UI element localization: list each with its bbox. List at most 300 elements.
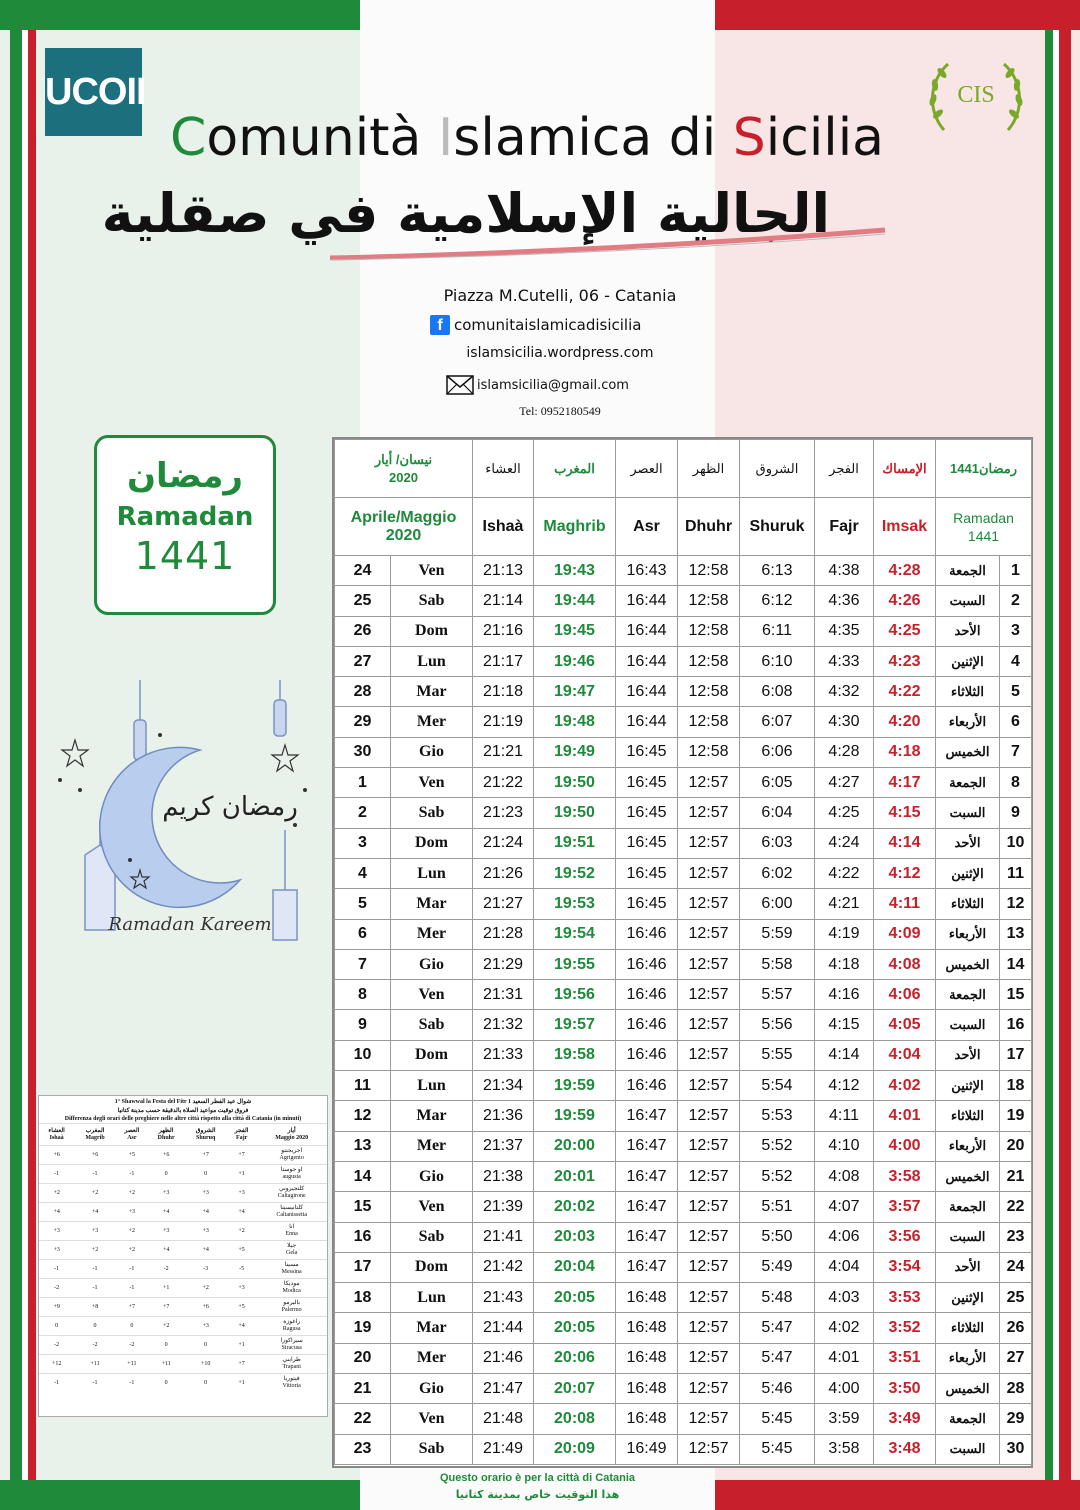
row-fajr: 4:12: [815, 1071, 874, 1101]
row-weekday-arabic: الإثنين: [936, 858, 1000, 888]
row-date: 24: [335, 556, 391, 586]
facebook-line[interactable]: [430, 314, 641, 336]
row-asr: 16:46: [616, 1010, 678, 1040]
row-asr: 16:45: [616, 768, 678, 798]
header-ramadan-ar: رمضان1441: [936, 440, 1032, 498]
row-weekday-arabic: السبت: [936, 586, 1000, 616]
diff-col-city: أيار Maggio 2020: [256, 1124, 327, 1146]
row-date: 3: [335, 828, 391, 858]
header-month-it: Aprile/Maggio 2020: [335, 498, 473, 556]
diff-value: -2: [74, 1336, 116, 1355]
cis-logo-text: CIS: [957, 82, 995, 108]
diff-value: +7: [227, 1146, 256, 1165]
row-shuruq: 5:58: [740, 949, 815, 979]
diff-value: -2: [39, 1336, 74, 1355]
row-weekday: Sab: [391, 1010, 473, 1040]
row-shuruq: 5:53: [740, 1101, 815, 1131]
row-shuruq: 5:45: [740, 1434, 815, 1464]
row-ramadan-day: 29: [1000, 1404, 1032, 1434]
diff-city: جيلا Gela: [256, 1241, 327, 1260]
row-shuruq: 5:55: [740, 1040, 815, 1070]
diff-title-3: Differenza degli orari delle preghiere nelle altre città rispetto alla città di Catania (in minuti): [64, 1116, 302, 1122]
row-weekday: Mer: [391, 1131, 473, 1161]
row-dhuhr: 12:57: [678, 1222, 740, 1252]
header-dhuhr-it: Dhuhr: [678, 498, 740, 556]
timetable-row: [335, 1374, 1032, 1404]
row-dhuhr: 12:57: [678, 949, 740, 979]
diff-value: +3: [184, 1184, 226, 1203]
row-ramadan-day: 1: [1000, 556, 1032, 586]
row-asr: 16:45: [616, 828, 678, 858]
row-ramadan-day: 11: [1000, 858, 1032, 888]
row-maghrib: 19:49: [534, 737, 616, 767]
row-shuruq: 6:00: [740, 889, 815, 919]
row-date: 30: [335, 737, 391, 767]
row-maghrib: 19:55: [534, 949, 616, 979]
row-imsak: 4:15: [874, 798, 936, 828]
diff-value: +6: [39, 1146, 74, 1165]
row-shuruq: 6:08: [740, 677, 815, 707]
row-asr: 16:47: [616, 1101, 678, 1131]
timetable-row: [335, 1010, 1032, 1040]
row-shuruq: 6:02: [740, 858, 815, 888]
row-maghrib: 19:53: [534, 889, 616, 919]
diff-value: +1: [227, 1165, 256, 1184]
row-date: 22: [335, 1404, 391, 1434]
header-imsak-ar: الإمساك: [874, 440, 936, 498]
row-imsak: 3:51: [874, 1343, 936, 1373]
timetable-row: [335, 949, 1032, 979]
row-maghrib: 19:48: [534, 707, 616, 737]
diff-value: +1: [227, 1374, 256, 1393]
row-weekday-arabic: الخميس: [936, 737, 1000, 767]
diff-city: طرابني Trapani: [256, 1355, 327, 1374]
timetable-row: [335, 768, 1032, 798]
row-isha: 21:44: [473, 1313, 534, 1343]
cis-logo: [922, 52, 1030, 140]
row-weekday-arabic: الأربعاء: [936, 1131, 1000, 1161]
row-isha: 21:33: [473, 1040, 534, 1070]
row-ramadan-day: 6: [1000, 707, 1032, 737]
row-asr: 16:44: [616, 646, 678, 676]
diff-value: +3: [74, 1222, 116, 1241]
header-asr-it: Asr: [616, 498, 678, 556]
header-isha-ar: العشاء: [473, 440, 534, 498]
row-asr: 16:46: [616, 1040, 678, 1070]
diff-row: [39, 1317, 327, 1336]
diff-row: [39, 1241, 327, 1260]
row-date: 23: [335, 1434, 391, 1464]
diff-value: +4: [39, 1203, 74, 1222]
row-maghrib: 19:50: [534, 768, 616, 798]
diff-city: مسينا Messina: [256, 1260, 327, 1279]
row-asr: 16:44: [616, 677, 678, 707]
diff-value: +2: [116, 1222, 148, 1241]
row-dhuhr: 12:58: [678, 677, 740, 707]
website-link[interactable]: islamsicilia.wordpress.com: [466, 345, 654, 361]
row-asr: 16:46: [616, 919, 678, 949]
header-maghrib-it: Maghrib: [534, 498, 616, 556]
diff-value: -1: [74, 1165, 116, 1184]
row-fajr: 4:24: [815, 828, 874, 858]
diff-value: +2: [116, 1241, 148, 1260]
row-imsak: 4:18: [874, 737, 936, 767]
row-shuruq: 5:54: [740, 1071, 815, 1101]
timetable-row: [335, 737, 1032, 767]
row-weekday-arabic: الجمعة: [936, 556, 1000, 586]
diff-value: +2: [39, 1184, 74, 1203]
row-date: 20: [335, 1343, 391, 1373]
row-ramadan-day: 17: [1000, 1040, 1032, 1070]
diff-city: فيتوريا Vittoria: [256, 1374, 327, 1393]
row-fajr: 4:16: [815, 980, 874, 1010]
row-fajr: 4:30: [815, 707, 874, 737]
row-fajr: 4:11: [815, 1101, 874, 1131]
row-weekday-arabic: الثلاثاء: [936, 889, 1000, 919]
row-weekday: Sab: [391, 1222, 473, 1252]
diff-col-asr: العصر Asr: [116, 1124, 148, 1146]
row-isha: 21:24: [473, 828, 534, 858]
row-imsak: 4:22: [874, 677, 936, 707]
diff-value: +3: [116, 1203, 148, 1222]
row-isha: 21:26: [473, 858, 534, 888]
ramadan-badge-year: 1441: [134, 534, 236, 578]
timetable-row: [335, 798, 1032, 828]
diff-value: 0: [148, 1336, 185, 1355]
left-green-stripe: [10, 30, 22, 1510]
row-maghrib: 19:59: [534, 1101, 616, 1131]
row-isha: 21:19: [473, 707, 534, 737]
row-dhuhr: 12:58: [678, 586, 740, 616]
row-maghrib: 20:08: [534, 1404, 616, 1434]
row-asr: 16:46: [616, 980, 678, 1010]
diff-value: -1: [74, 1279, 116, 1298]
row-ramadan-day: 2: [1000, 586, 1032, 616]
row-fajr: 4:15: [815, 1010, 874, 1040]
email-address[interactable]: islamsicilia@gmail.com: [477, 377, 629, 393]
row-imsak: 4:23: [874, 646, 936, 676]
row-shuruq: 6:07: [740, 707, 815, 737]
row-fajr: 4:19: [815, 919, 874, 949]
row-asr: 16:47: [616, 1192, 678, 1222]
diff-row: [39, 1165, 327, 1184]
row-shuruq: 5:52: [740, 1131, 815, 1161]
row-date: 12: [335, 1101, 391, 1131]
diff-value: 0: [39, 1317, 74, 1336]
row-isha: 21:31: [473, 980, 534, 1010]
row-weekday: Ven: [391, 768, 473, 798]
diff-city: كلتانيسيتا Caltanissetta: [256, 1203, 327, 1222]
row-fajr: 4:07: [815, 1192, 874, 1222]
row-date: 7: [335, 949, 391, 979]
row-maghrib: 20:05: [534, 1313, 616, 1343]
row-isha: 21:22: [473, 768, 534, 798]
diff-city: سيراكوزا Siracusa: [256, 1336, 327, 1355]
right-green-stripe: [1045, 30, 1053, 1510]
row-asr: 16:43: [616, 556, 678, 586]
row-ramadan-day: 5: [1000, 677, 1032, 707]
diff-col-maghrib: المغرب Magrib: [74, 1124, 116, 1146]
timetable-row: [335, 889, 1032, 919]
diff-title-2: فروق توقيت مواعيد الصلاة بالدقيقة حسب مدينة كتانيا: [117, 1108, 249, 1114]
row-date: 25: [335, 586, 391, 616]
diff-value: +12: [39, 1355, 74, 1374]
row-weekday: Ven: [391, 556, 473, 586]
row-weekday: Dom: [391, 616, 473, 646]
row-ramadan-day: 15: [1000, 980, 1032, 1010]
row-weekday: Dom: [391, 1040, 473, 1070]
row-shuruq: 5:50: [740, 1222, 815, 1252]
ramadan-kareem-arabic: رمضان كريم: [162, 792, 298, 822]
diff-value: +4: [148, 1241, 185, 1260]
diff-row: [39, 1203, 327, 1222]
row-weekday-arabic: الأربعاء: [936, 1343, 1000, 1373]
row-ramadan-day: 13: [1000, 919, 1032, 949]
header-maghrib-ar: المغرب: [534, 440, 616, 498]
ramadan-kareem-caption: Ramadan Kareem: [108, 914, 272, 935]
row-asr: 16:44: [616, 707, 678, 737]
row-weekday: Lun: [391, 646, 473, 676]
ramadan-kareem-illustration: [40, 680, 330, 1000]
row-asr: 16:45: [616, 737, 678, 767]
row-fajr: 4:03: [815, 1283, 874, 1313]
row-imsak: 4:14: [874, 828, 936, 858]
row-asr: 16:45: [616, 798, 678, 828]
row-maghrib: 20:02: [534, 1192, 616, 1222]
timetable-row: [335, 1071, 1032, 1101]
diff-value: +3: [227, 1279, 256, 1298]
row-imsak: 4:25: [874, 616, 936, 646]
diff-value: +3: [39, 1222, 74, 1241]
row-imsak: 4:02: [874, 1071, 936, 1101]
top-green-bar: [0, 0, 360, 30]
row-asr: 16:47: [616, 1222, 678, 1252]
row-isha: 21:28: [473, 919, 534, 949]
diff-row: [39, 1279, 327, 1298]
diff-value: +3: [227, 1184, 256, 1203]
row-weekday: Gio: [391, 1374, 473, 1404]
facebook-icon: f: [430, 315, 450, 335]
row-imsak: 3:54: [874, 1252, 936, 1282]
row-date: 29: [335, 707, 391, 737]
row-fajr: 4:02: [815, 1313, 874, 1343]
diff-value: +8: [74, 1298, 116, 1317]
diff-value: +6: [148, 1146, 185, 1165]
row-shuruq: 6:12: [740, 586, 815, 616]
row-fajr: 4:01: [815, 1343, 874, 1373]
row-date: 19: [335, 1313, 391, 1343]
header-asr-ar: العصر: [616, 440, 678, 498]
page-title: Comunità Islamica di Sicilia: [170, 108, 885, 168]
diff-value: -3: [184, 1260, 226, 1279]
row-shuruq: 5:59: [740, 919, 815, 949]
row-shuruq: 6:03: [740, 828, 815, 858]
diff-value: +6: [184, 1298, 226, 1317]
row-weekday-arabic: الأربعاء: [936, 919, 1000, 949]
row-weekday: Sab: [391, 1434, 473, 1464]
row-isha: 21:32: [473, 1010, 534, 1040]
row-weekday: Sab: [391, 586, 473, 616]
row-isha: 21:49: [473, 1434, 534, 1464]
mail-icon: [446, 375, 474, 395]
ucoii-logo: UCOII: [45, 48, 142, 136]
row-maghrib: 19:46: [534, 646, 616, 676]
row-isha: 21:48: [473, 1404, 534, 1434]
row-isha: 21:23: [473, 798, 534, 828]
row-weekday: Dom: [391, 1252, 473, 1282]
row-date: 8: [335, 980, 391, 1010]
row-maghrib: 19:43: [534, 556, 616, 586]
row-weekday-arabic: الخميس: [936, 949, 1000, 979]
header-shuruq-ar: الشروق: [740, 440, 815, 498]
diff-value: +7: [184, 1146, 226, 1165]
row-date: 11: [335, 1071, 391, 1101]
row-ramadan-day: 10: [1000, 828, 1032, 858]
row-imsak: 3:48: [874, 1434, 936, 1464]
row-isha: 21:21: [473, 737, 534, 767]
row-date: 15: [335, 1192, 391, 1222]
row-imsak: 4:28: [874, 556, 936, 586]
diff-value: -1: [116, 1279, 148, 1298]
row-date: 6: [335, 919, 391, 949]
row-maghrib: 19:45: [534, 616, 616, 646]
row-weekday: Mer: [391, 1343, 473, 1373]
diff-value: -1: [39, 1374, 74, 1393]
row-weekday-arabic: الثلاثاء: [936, 677, 1000, 707]
row-asr: 16:46: [616, 949, 678, 979]
row-shuruq: 5:47: [740, 1343, 815, 1373]
row-shuruq: 5:47: [740, 1313, 815, 1343]
row-imsak: 3:56: [874, 1222, 936, 1252]
row-asr: 16:47: [616, 1131, 678, 1161]
row-imsak: 4:01: [874, 1101, 936, 1131]
timetable-row: [335, 919, 1032, 949]
row-fajr: 4:25: [815, 798, 874, 828]
timetable-row: [335, 858, 1032, 888]
diff-value: 0: [74, 1317, 116, 1336]
row-weekday-arabic: الأحد: [936, 616, 1000, 646]
row-shuruq: 5:49: [740, 1252, 815, 1282]
diff-value: -1: [116, 1374, 148, 1393]
row-weekday: Ven: [391, 1404, 473, 1434]
diff-city: باليرمو Palermo: [256, 1298, 327, 1317]
row-ramadan-day: 27: [1000, 1343, 1032, 1373]
phone-number: Tel: 0952180549: [519, 404, 601, 418]
row-weekday: Mar: [391, 1313, 473, 1343]
timetable-row: [335, 556, 1032, 586]
diff-col-fajr: الفجر Fajr: [227, 1124, 256, 1146]
row-shuruq: 5:52: [740, 1161, 815, 1191]
row-maghrib: 19:52: [534, 858, 616, 888]
row-asr: 16:48: [616, 1313, 678, 1343]
diff-city: كلتجيروني Caltagirone: [256, 1184, 327, 1203]
diff-value: -1: [74, 1374, 116, 1393]
email-line[interactable]: [446, 373, 629, 397]
ramadan-badge-arabic: رمضان: [127, 456, 243, 496]
row-maghrib: 20:03: [534, 1222, 616, 1252]
diff-value: +1: [227, 1336, 256, 1355]
diff-row: [39, 1336, 327, 1355]
row-imsak: 4:09: [874, 919, 936, 949]
diff-value: +7: [116, 1298, 148, 1317]
diff-value: +2: [74, 1184, 116, 1203]
diff-header-row: [39, 1124, 327, 1146]
row-maghrib: 20:05: [534, 1283, 616, 1313]
row-fajr: 4:22: [815, 858, 874, 888]
row-fajr: 4:33: [815, 646, 874, 676]
row-shuruq: 6:10: [740, 646, 815, 676]
row-dhuhr: 12:57: [678, 1071, 740, 1101]
timetable-row: [335, 1404, 1032, 1434]
row-weekday-arabic: الأحد: [936, 828, 1000, 858]
row-shuruq: 5:51: [740, 1192, 815, 1222]
diff-row: [39, 1260, 327, 1279]
row-dhuhr: 12:57: [678, 1374, 740, 1404]
row-imsak: 4:11: [874, 889, 936, 919]
facebook-handle[interactable]: comunitaislamicadisicilia: [454, 316, 642, 334]
timetable-row: [335, 1222, 1032, 1252]
row-imsak: 3:50: [874, 1374, 936, 1404]
diff-value: +4: [227, 1317, 256, 1336]
row-dhuhr: 12:57: [678, 1343, 740, 1373]
diff-col-isha: العشاء Ishaà: [39, 1124, 74, 1146]
diff-value: +4: [184, 1241, 226, 1260]
row-asr: 16:45: [616, 858, 678, 888]
diff-title-1: 1° Shawwal la Festa del Fitr 1 شوال عيد الفطر السعيد: [114, 1099, 252, 1105]
row-shuruq: 5:45: [740, 1404, 815, 1434]
row-isha: 21:42: [473, 1252, 534, 1282]
diff-value: +3: [148, 1184, 185, 1203]
row-isha: 21:17: [473, 646, 534, 676]
row-dhuhr: 12:57: [678, 1192, 740, 1222]
header-fajr-it: Fajr: [815, 498, 874, 556]
row-asr: 16:48: [616, 1343, 678, 1373]
diff-value: -2: [39, 1279, 74, 1298]
row-ramadan-day: 4: [1000, 646, 1032, 676]
row-shuruq: 6:04: [740, 798, 815, 828]
row-asr: 16:48: [616, 1404, 678, 1434]
row-ramadan-day: 12: [1000, 889, 1032, 919]
timetable-row: [335, 677, 1032, 707]
row-weekday-arabic: السبت: [936, 1222, 1000, 1252]
row-isha: 21:41: [473, 1222, 534, 1252]
row-maghrib: 19:44: [534, 586, 616, 616]
row-weekday: Sab: [391, 798, 473, 828]
row-shuruq: 6:13: [740, 556, 815, 586]
timetable-row: [335, 616, 1032, 646]
row-fajr: 4:04: [815, 1252, 874, 1282]
timetable-row: [335, 1313, 1032, 1343]
header-isha-it: Ishaà: [473, 498, 534, 556]
diff-value: -1: [116, 1165, 148, 1184]
diff-value: 0: [148, 1374, 185, 1393]
row-maghrib: 19:56: [534, 980, 616, 1010]
row-isha: 21:18: [473, 677, 534, 707]
row-maghrib: 19:59: [534, 1071, 616, 1101]
diff-value: +11: [116, 1355, 148, 1374]
row-isha: 21:36: [473, 1101, 534, 1131]
row-shuruq: 6:06: [740, 737, 815, 767]
row-fajr: 4:36: [815, 586, 874, 616]
row-isha: 21:34: [473, 1071, 534, 1101]
row-dhuhr: 12:58: [678, 737, 740, 767]
row-weekday-arabic: الجمعة: [936, 1404, 1000, 1434]
timetable-row: [335, 646, 1032, 676]
row-weekday: Lun: [391, 1283, 473, 1313]
row-ramadan-day: 9: [1000, 798, 1032, 828]
row-isha: 21:16: [473, 616, 534, 646]
row-weekday: Gio: [391, 737, 473, 767]
